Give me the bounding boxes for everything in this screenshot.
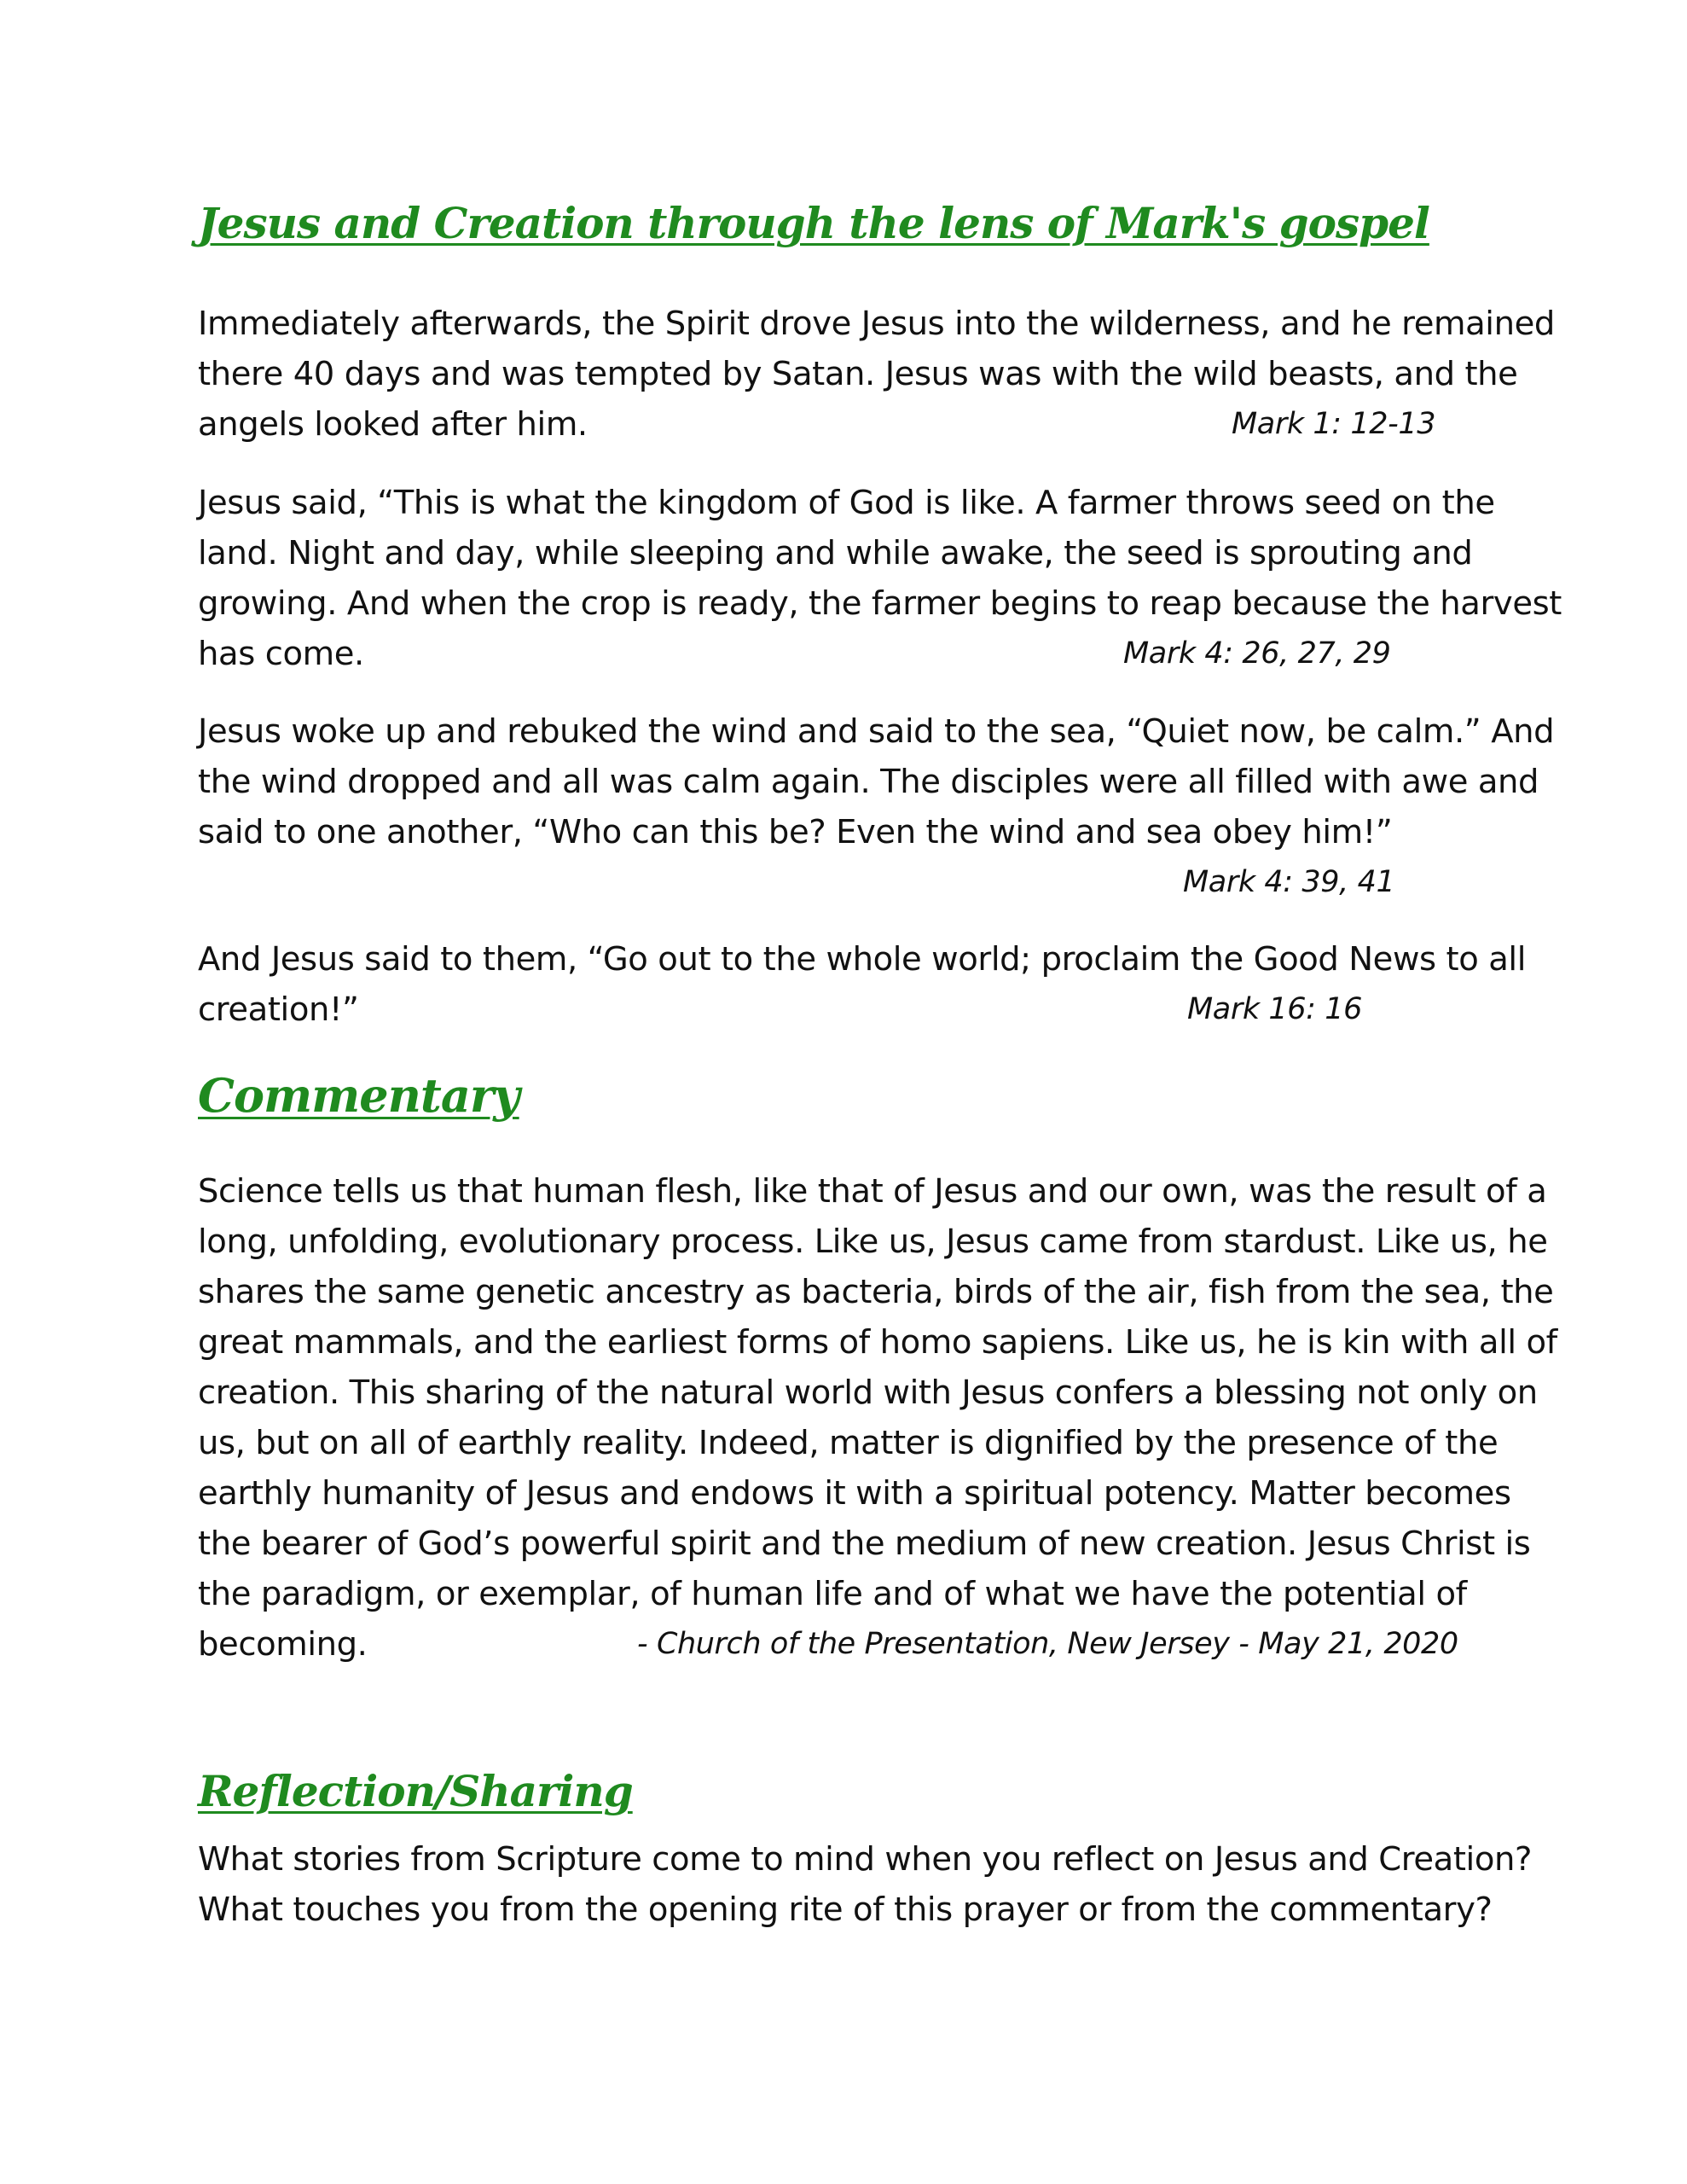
passage-line: the wind dropped and all was calm again. The disciples were all filled with awe and	[198, 763, 1539, 801]
passage-line: growing. And when the crop is ready, the farmer begins to reap because the harvest	[198, 584, 1562, 623]
commentary-line: Science tells us that human flesh, like that of Jesus and our own, was the result of a	[198, 1172, 1547, 1211]
scripture-reference: Mark 1: 12-13	[1232, 407, 1436, 441]
scripture-passage-1	[198, 299, 1555, 450]
commentary-line: earthly humanity of Jesus and endows it with a spiritual potency. Matter becomes	[198, 1474, 1511, 1513]
reflection-body	[198, 1834, 1533, 1935]
passage-line: Immediately afterwards, the Spirit drove Jesus into the wilderness, and he remained	[198, 305, 1555, 343]
commentary-line: the bearer of God’s powerful spirit and the medium of new creation. Jesus Christ is	[198, 1525, 1531, 1563]
commentary-attribution: - Church of the Presentation, New Jersey - May 21, 2020	[637, 1627, 1458, 1661]
scripture-passage-2	[198, 478, 1562, 679]
commentary-line: shares the same genetic ancestry as bacteria, birds of the air, fish from the sea, the	[198, 1273, 1554, 1311]
passage-line	[198, 399, 1511, 450]
passage-line	[198, 629, 1511, 679]
commentary-line: creation. This sharing of the natural world with Jesus confers a blessing not only on	[198, 1374, 1538, 1412]
passage-line: said to one another, “Who can this be? Even the wind and sea obey him!”	[198, 813, 1393, 851]
passage-line	[198, 985, 1511, 1035]
scripture-reference: Mark 16: 16	[1187, 992, 1363, 1026]
commentary-line	[198, 1619, 1511, 1670]
page-title: Jesus and Creation through the lens of Mark's gospel	[198, 198, 1429, 248]
passage-line-text: creation!”	[198, 990, 359, 1029]
passage-line	[198, 857, 1511, 908]
commentary-body	[198, 1166, 1557, 1670]
passage-line-text: angels looked after him.	[198, 405, 588, 444]
scripture-passage-3	[198, 706, 1555, 908]
commentary-line: long, unfolding, evolutionary process. Like us, Jesus came from stardust. Like us, he	[198, 1223, 1548, 1261]
commentary-line-text: becoming.	[198, 1625, 368, 1664]
reflection-question: What stories from Scripture come to mind when you reflect on Jesus and Creation?	[198, 1840, 1533, 1879]
scripture-reference: Mark 4: 26, 27, 29	[1123, 636, 1391, 671]
commentary-line: the paradigm, or exemplar, of human life and of what we have the potential of	[198, 1575, 1467, 1613]
commentary-line: great mammals, and the earliest forms of homo sapiens. Like us, he is kin with all of	[198, 1323, 1557, 1362]
passage-line-text: has come.	[198, 635, 364, 673]
passage-line: there 40 days and was tempted by Satan. Jesus was with the wild beasts, and the	[198, 355, 1518, 393]
commentary-heading: Commentary	[198, 1068, 519, 1123]
passage-line: land. Night and day, while sleeping and while awake, the seed is sprouting and	[198, 534, 1473, 572]
scripture-passage-4	[198, 934, 1527, 1035]
passage-line: Jesus woke up and rebuked the wind and said to the sea, “Quiet now, be calm.” And	[198, 712, 1555, 751]
reflection-question: What touches you from the opening rite of this prayer or from the commentary?	[198, 1891, 1493, 1929]
reflection-heading: Reflection/Sharing	[198, 1766, 633, 1816]
passage-line: Jesus said, “This is what the kingdom of God is like. A farmer throws seed on the	[198, 484, 1495, 522]
passage-line: And Jesus said to them, “Go out to the whole world; proclaim the Good News to all	[198, 940, 1527, 979]
commentary-line: us, but on all of earthly reality. Indeed, matter is dignified by the presence of the	[198, 1424, 1499, 1462]
scripture-reference: Mark 4: 39, 41	[1183, 865, 1395, 899]
